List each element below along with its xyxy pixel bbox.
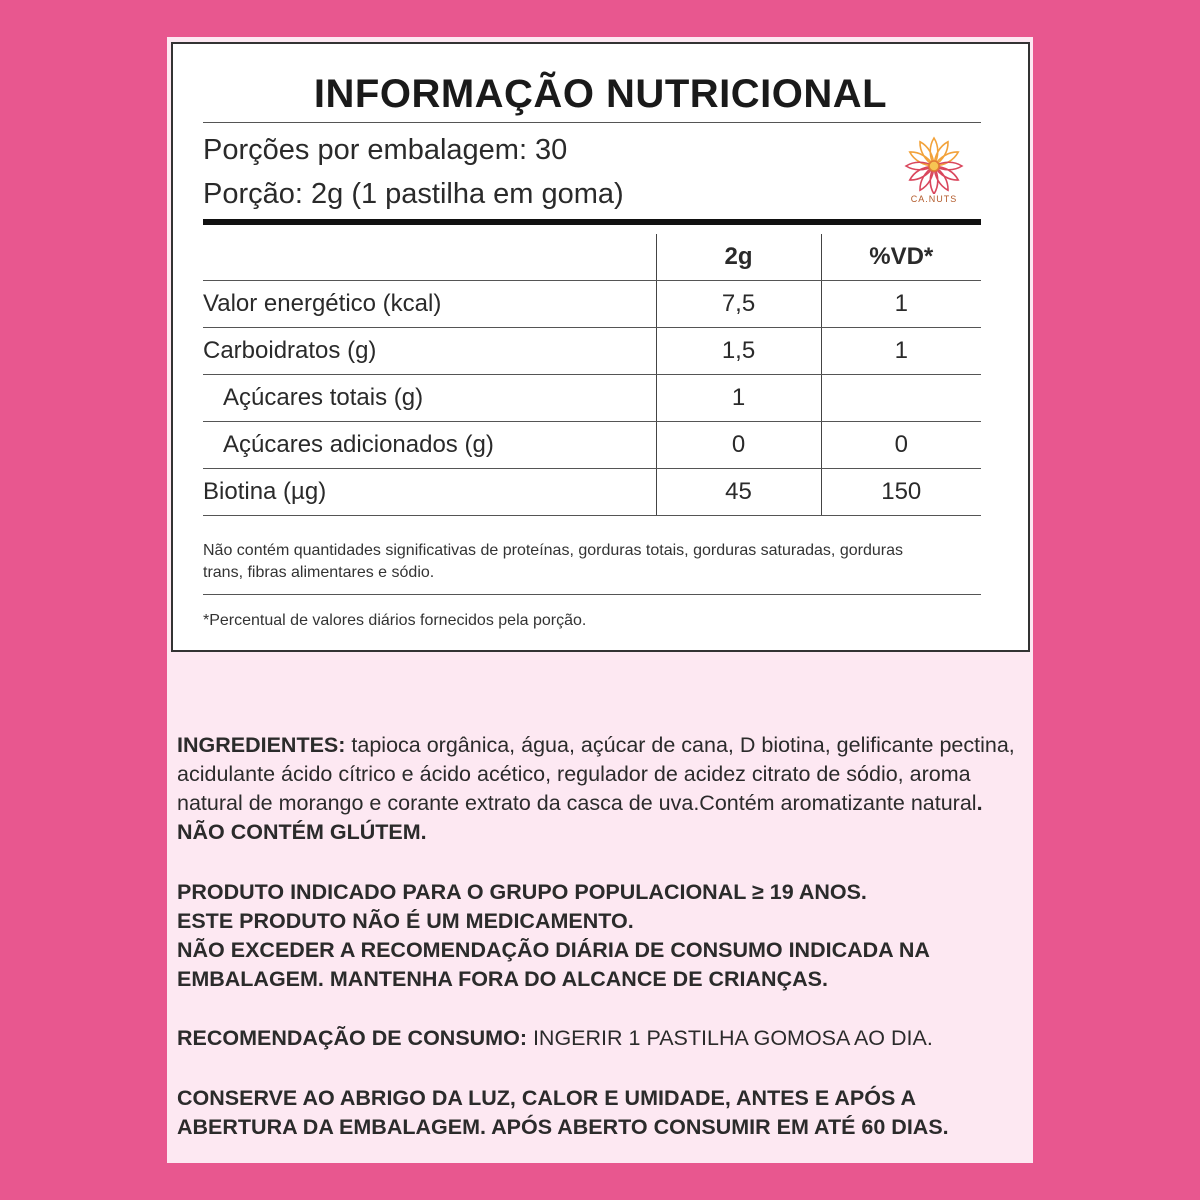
table-row xyxy=(203,375,981,422)
gluten-statement: . NÃO CONTÉM GLÚTEM. xyxy=(177,791,983,844)
table-row xyxy=(203,328,981,375)
ingredients-list: tapioca orgânica, água, açúcar de cana, D biotina, gelificante pectina, acidulante ácido cítrico e ácido acético, regulador de acidez citrato de sódio, aroma natural de morango e corante extrato da casca de uva.Contém aromatizante natural xyxy=(177,733,1015,815)
brand-name: CA.NUTS xyxy=(910,194,958,204)
nutrition-table xyxy=(203,234,981,516)
ingredients-text xyxy=(177,731,1027,847)
nutrient-dv: 0 xyxy=(821,422,981,469)
storage-instructions: CONSERVE AO ABRIGO DA LUZ, CALOR E UMIDADE, ANTES E APÓS A ABERTURA DA EMBALAGEM. APÓS ABERTO CONSUMIR EM ATÉ 60 DIAS. xyxy=(177,1086,949,1139)
nutrient-name: Açúcares totais (g) xyxy=(203,375,656,422)
nutrient-dv: 1 xyxy=(821,328,981,375)
column-header-nutrient xyxy=(203,234,656,281)
brand-logo xyxy=(899,132,969,210)
table-row xyxy=(203,469,981,516)
insignificant-nutrients-note: Não contém quantidades significativas de proteínas, gorduras totais, gorduras saturadas, gorduras trans, fibras alimentares e sódio. xyxy=(203,542,903,581)
column-header-amount: 2g xyxy=(656,234,821,281)
recommendation-text xyxy=(177,1024,1027,1053)
serving-size: Porção: 2g (1 pastilha em goma) xyxy=(203,178,624,210)
nutrient-amount: 0 xyxy=(656,422,821,469)
nutrient-name: Biotina (µg) xyxy=(203,469,656,516)
table-row xyxy=(203,422,981,469)
recommendation-body: INGERIR 1 PASTILHA GOMOSA AO DIA. xyxy=(526,1026,933,1050)
lotus-flower-icon xyxy=(899,132,969,194)
divider xyxy=(203,122,981,123)
nutrient-dv: 150 xyxy=(821,469,981,516)
table-header-row xyxy=(203,234,981,281)
thick-divider xyxy=(203,219,981,225)
nutrition-facts-panel xyxy=(171,42,1030,652)
nutrient-dv: 1 xyxy=(821,281,981,328)
column-header-dv: %VD* xyxy=(821,234,981,281)
recommendation-heading: RECOMENDAÇÃO DE CONSUMO: xyxy=(177,1026,527,1050)
population-warning: PRODUTO INDICADO PARA O GRUPO POPULACIONAL ≥ 19 ANOS. xyxy=(177,880,867,904)
nutrient-dv xyxy=(821,375,981,422)
nutrient-amount: 45 xyxy=(656,469,821,516)
nutrient-amount: 1 xyxy=(656,375,821,422)
label-sheet xyxy=(167,37,1033,1163)
nutrient-name: Carboidratos (g) xyxy=(203,328,656,375)
daily-value-note: *Percentual de valores diários fornecidos pela porção. xyxy=(203,612,587,629)
nutrient-name: Valor energético (kcal) xyxy=(203,281,656,328)
divider xyxy=(203,594,981,595)
nutrient-name: Açúcares adicionados (g) xyxy=(203,422,656,469)
warnings-block xyxy=(177,878,1027,994)
not-medicine-warning: ESTE PRODUTO NÃO É UM MEDICAMENTO. xyxy=(177,909,634,933)
table-row xyxy=(203,281,981,328)
servings-per-package: Porções por embalagem: 30 xyxy=(203,134,568,166)
panel-title: INFORMAÇÃO NUTRICIONAL xyxy=(313,72,888,116)
ingredients-heading: INGREDIENTES: xyxy=(177,733,346,757)
nutrient-amount: 1,5 xyxy=(656,328,821,375)
dosage-warning: NÃO EXCEDER A RECOMENDAÇÃO DIÁRIA DE CONSUMO INDICADA NA EMBALAGEM. MANTENHA FORA DO ALCANCE DE CRIANÇAS. xyxy=(177,938,930,991)
nutrient-amount: 7,5 xyxy=(656,281,821,328)
